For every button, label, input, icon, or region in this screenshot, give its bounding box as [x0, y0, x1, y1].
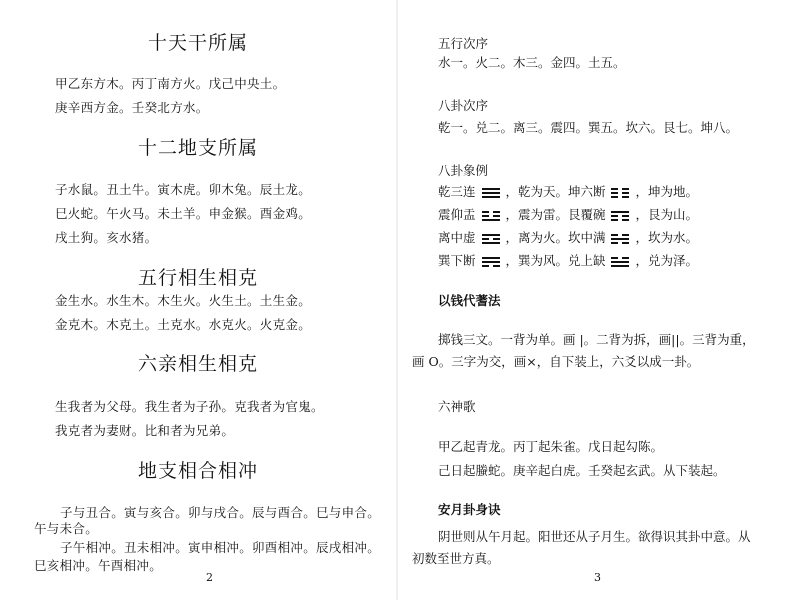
- heading-shi-yao: 安月卦身诀: [438, 502, 501, 517]
- trigram-li-icon: [482, 232, 500, 246]
- hechong-line-1: 子与丑合。寅与亥合。卯与戌合。辰与酉合。巳与申合。: [60, 505, 381, 520]
- dizhi-line-1: 子水鼠。丑土牛。寅木虎。卯木兔。辰土龙。: [55, 182, 312, 197]
- bagua-text-dui: ，兑为泽。: [635, 253, 698, 268]
- shi-yao-line-1: 阴世则从午月起。阳世还从子月生。欲得识其卦中意。从: [438, 529, 751, 544]
- liuqin-line-2: 我克者为妻财。比和者为兄弟。: [55, 423, 235, 438]
- heading-wuxing-order: 五行次序: [438, 36, 489, 51]
- trigram-gen-icon: [611, 209, 629, 223]
- bagua-row-li-kan: [438, 228, 698, 246]
- section-title-liuqin: 六亲相生相克: [137, 353, 258, 375]
- bagua-label-qian: 乾三连: [438, 184, 476, 199]
- bagua-row-qian-kun: [438, 182, 698, 200]
- shi-yao-line-2: 初数至世方真。: [412, 551, 500, 566]
- bagua-row-zhen-gen: [438, 205, 698, 223]
- bagua-text-kan: ，坎为水。: [635, 230, 698, 245]
- bagua-label-zhen: 震仰盂: [438, 207, 476, 222]
- bagua-order-line: 乾一。兑二。离三。震四。巽五。坎六。艮七。坤八。: [438, 120, 739, 135]
- hechong-line-4: 巳亥相冲。午酉相冲。: [34, 558, 163, 573]
- coin-method-line-2: 画 O。三字为交，画×，自下装上，六爻以成一卦。: [412, 354, 700, 369]
- trigram-xun-icon: [482, 255, 500, 269]
- tiangan-line-2: 庚辛西方金。壬癸北方水。: [55, 100, 209, 115]
- bagua-label-xun: 巽下断: [438, 253, 476, 268]
- bagua-text-gen: ，艮为山。: [635, 207, 698, 222]
- trigram-qian-icon: [482, 186, 500, 200]
- trigram-zhen-icon: [482, 209, 500, 223]
- bagua-text-xun: ，巽为风。兑上缺: [505, 253, 606, 268]
- heading-coin-method: 以钱代蓍法: [438, 293, 501, 308]
- wuxing-line-2: 金克木。木克土。土克水。水克火。火克金。: [55, 317, 312, 332]
- heading-bagua-images: 八卦象例: [438, 163, 489, 178]
- bagua-text-kun: ，坤为地。: [635, 184, 698, 199]
- hechong-line-2: 午与未合。: [34, 521, 99, 536]
- heading-six-spirits: 六神歌: [438, 399, 476, 414]
- bagua-text-qian: ，乾为天。坤六断: [505, 184, 606, 199]
- dizhi-line-2: 巳火蛇。午火马。未土羊。申金猴。酉金鸡。: [55, 206, 312, 221]
- section-title-wuxing: 五行相生相克: [137, 267, 258, 289]
- heading-bagua-order: 八卦次序: [438, 98, 489, 113]
- section-title-dizhi: 十二地支所属: [137, 137, 258, 159]
- wuxing-order-line: 水一。火二。木三。金四。土五。: [438, 55, 626, 70]
- coin-method-line-1: 掷钱三文。一背为单。画 |。二背为拆，画||。三背为重，: [438, 332, 755, 347]
- bagua-text-li: ，离为火。坎中满: [505, 230, 606, 245]
- wuxing-line-1: 金生水。水生木。木生火。火生土。土生金。: [55, 293, 312, 308]
- tiangan-line-1: 甲乙东方木。丙丁南方火。戊己中央土。: [55, 76, 286, 91]
- bagua-row-xun-dui: [438, 251, 698, 269]
- trigram-dui-icon: [611, 255, 629, 269]
- dizhi-line-3: 戌土狗。亥水猪。: [55, 230, 158, 245]
- liuqin-line-1: 生我者为父母。我生者为子孙。克我者为官鬼。: [55, 399, 324, 414]
- trigram-kan-icon: [611, 232, 629, 246]
- bagua-text-zhen: ，震为雷。艮覆碗: [505, 207, 606, 222]
- hechong-line-3: 子午相冲。丑未相冲。寅申相冲。卯酉相冲。辰戌相冲。: [60, 540, 381, 555]
- trigram-kun-icon: [611, 186, 629, 200]
- section-title-tiangan: 十天干所属: [147, 32, 248, 54]
- page-number-left: 2: [206, 571, 213, 584]
- right-page: [398, 0, 793, 600]
- section-title-dizhi-hechong: 地支相合相冲: [137, 460, 258, 482]
- bagua-label-li: 离中虚: [438, 230, 476, 245]
- six-spirits-line-1: 甲乙起青龙。丙丁起朱雀。戊日起勾陈。: [438, 439, 664, 454]
- left-page: [0, 0, 396, 600]
- six-spirits-line-2: 己日起螣蛇。庚辛起白虎。壬癸起玄武。从下装起。: [438, 463, 726, 478]
- page-number-right: 3: [594, 571, 601, 584]
